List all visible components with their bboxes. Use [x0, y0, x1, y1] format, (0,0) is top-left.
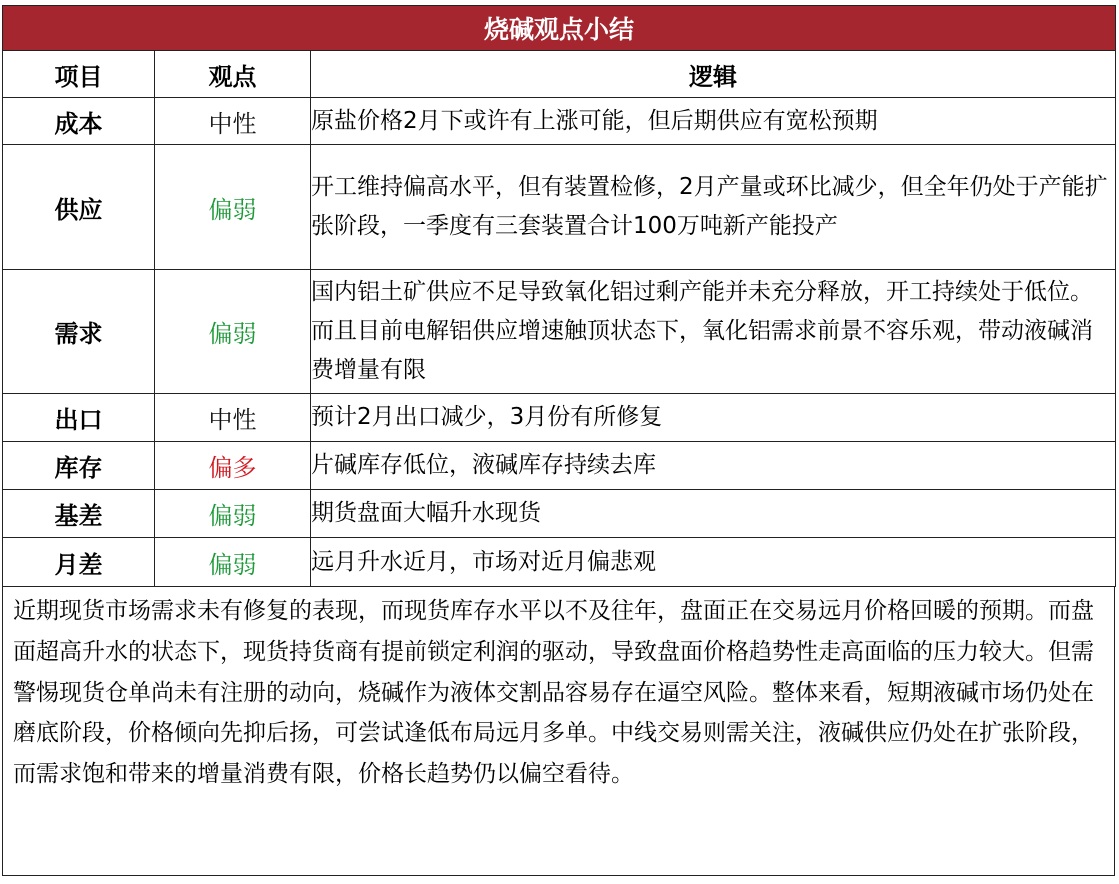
row-view: 偏弱	[155, 538, 311, 587]
row-logic: 远月升水近月，市场对近月偏悲观	[311, 538, 1116, 587]
row-logic: 预计2月出口减少，3月份有所修复	[311, 394, 1116, 442]
row-view: 偏弱	[155, 490, 311, 538]
header-item: 项目	[3, 51, 155, 98]
row-logic: 国内铝土矿供应不足导致氧化铝过剩产能并未充分释放，开工持续处于低位。而且目前电解铝供应增速触顶状态下，氧化铝需求前景不容乐观，带动液碱消费增量有限	[311, 270, 1116, 394]
row-logic: 开工维持偏高水平，但有装置检修，2月产量或环比减少，但全年仍处于产能扩张阶段，一季度有三套装置合计100万吨新产能投产	[311, 145, 1116, 270]
row-view: 偏弱	[155, 270, 311, 394]
title-row	[3, 6, 1116, 51]
summary-paragraph: 近期现货市场需求未有修复的表现，而现货库存水平以不及往年，盘面正在交易远月价格回暖的预期。而盘面超高升水的状态下，现货持货商有提前锁定利润的驱动，导致盘面价格趋势性走高面临的压力较大。但需警惕现货仓单尚未有注册的动向，烧碱作为液体交割品容易存在逼空风险。整体来看，短期液碱市场仍处在磨底阶段，价格倾向先抑后扬，可尝试逢低布局远月多单。中线交易则需关注，液碱供应仍处在扩张阶段，而需求饱和带来的增量消费有限，价格长趋势仍以偏空看待。	[2, 587, 1115, 876]
row-view: 中性	[155, 98, 311, 145]
row-item: 出口	[3, 394, 155, 442]
summary-table-container	[2, 5, 1115, 876]
viewpoint-table	[2, 5, 1116, 587]
row-item: 成本	[3, 98, 155, 145]
table-row	[3, 442, 1116, 490]
row-item: 基差	[3, 490, 155, 538]
table-row	[3, 490, 1116, 538]
row-view: 偏多	[155, 442, 311, 490]
row-view: 中性	[155, 394, 311, 442]
row-item: 需求	[3, 270, 155, 394]
row-view: 偏弱	[155, 145, 311, 270]
row-logic: 期货盘面大幅升水现货	[311, 490, 1116, 538]
row-item: 库存	[3, 442, 155, 490]
row-logic: 原盐价格2月下或许有上涨可能，但后期供应有宽松预期	[311, 98, 1116, 145]
table-row	[3, 270, 1116, 394]
header-view: 观点	[155, 51, 311, 98]
header-row	[3, 51, 1116, 98]
row-logic: 片碱库存低位，液碱库存持续去库	[311, 442, 1116, 490]
table-row	[3, 145, 1116, 270]
row-item: 供应	[3, 145, 155, 270]
row-item: 月差	[3, 538, 155, 587]
table-row	[3, 98, 1116, 145]
table-row	[3, 538, 1116, 587]
header-logic: 逻辑	[311, 51, 1116, 98]
table-title: 烧碱观点小结	[3, 6, 1116, 51]
table-row	[3, 394, 1116, 442]
